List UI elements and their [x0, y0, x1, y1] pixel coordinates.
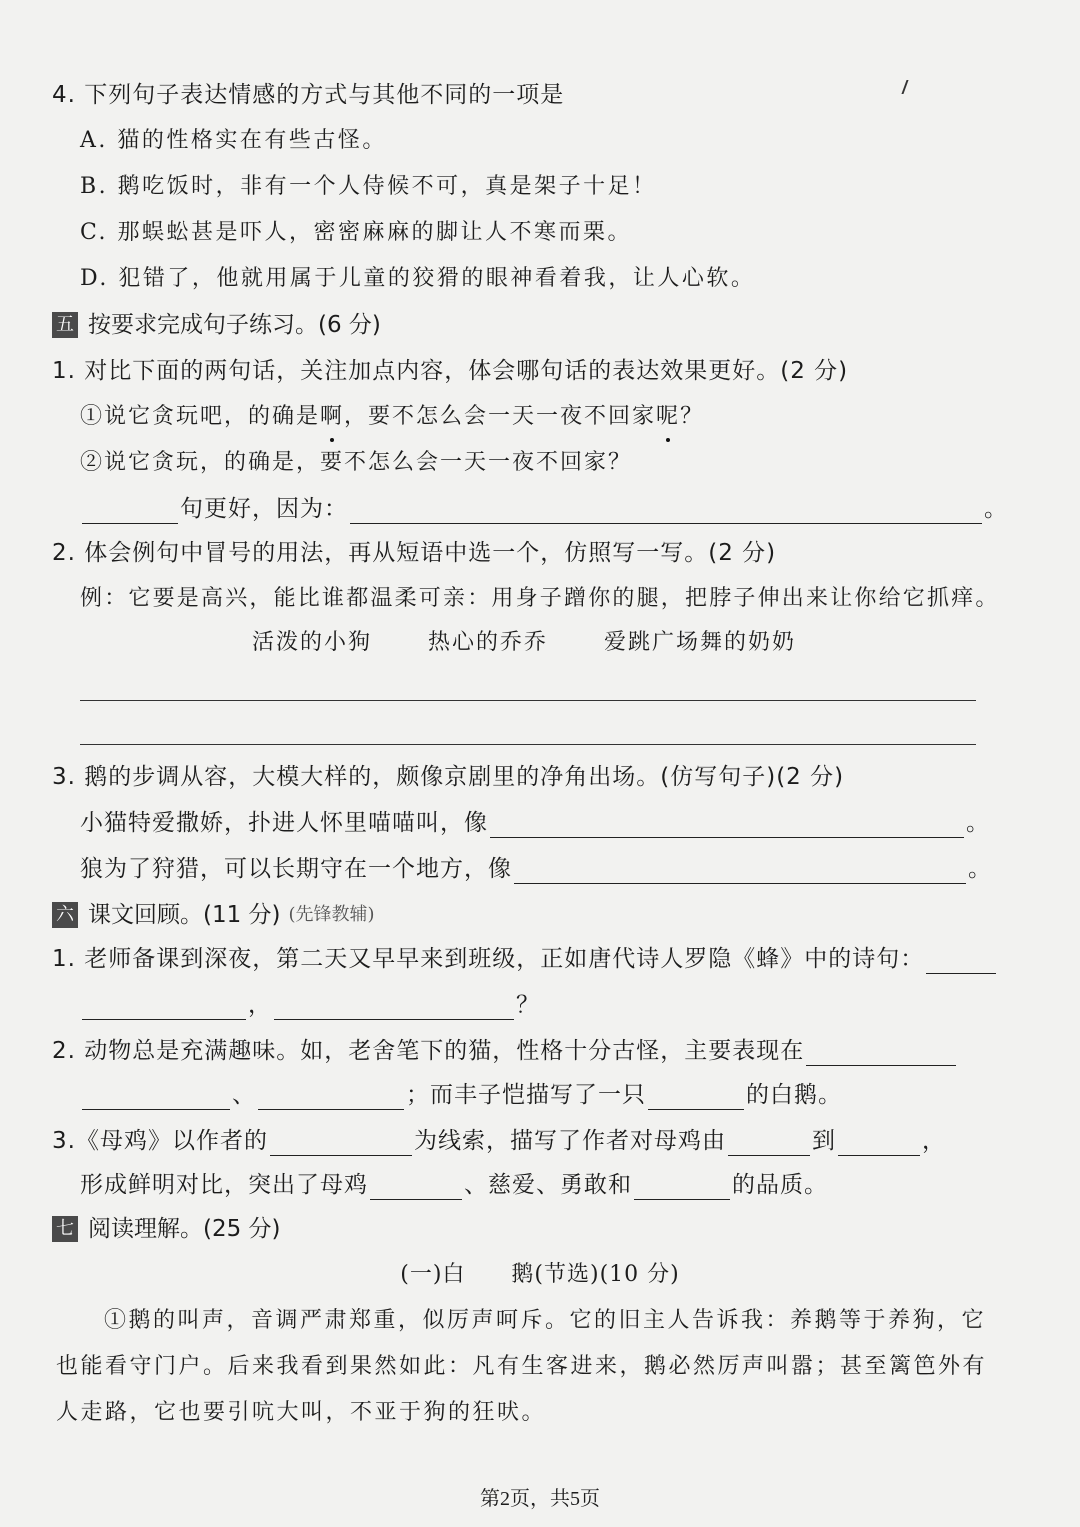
option-d: D. 犯错了，他就用属于儿童的狡猾的眼神看着我，让人心软。 [80, 266, 756, 291]
pen-mark [901, 80, 914, 94]
section-5-title: 按要求完成句子练习。(6 分) [88, 312, 381, 338]
section-7-title: 阅读理解。(25 分) [88, 1216, 281, 1242]
answer-blank[interactable] [258, 1085, 404, 1110]
passage-line-3: 人走路，它也要引吭大叫，不亚于狗的狂吠。 [56, 1400, 547, 1425]
s6-q3-line-2: 形成鲜明对比，突出了母鸡 、慈爱、勇敢和 的品质。 [80, 1172, 828, 1198]
s5-q1-sentence-2: ②说它贪玩，的确是，要不怎么会一天一夜不回家？ [80, 450, 633, 475]
answer-blank[interactable] [926, 949, 996, 974]
passage-title: (一)白 鹅(节选)(10 分) [400, 1262, 680, 1287]
question-4-stem: 4. 下列句子表达情感的方式与其他不同的一项是 [52, 82, 565, 108]
phrase-option: 活泼的小狗 [252, 630, 373, 655]
section-7-header [52, 1214, 281, 1244]
sentence-1-part-b: ，要不怎么会一天一夜不回家 [344, 404, 657, 429]
section-6-title: 课文回顾。(11 分) [88, 902, 281, 928]
s5-q1-sentence-1 [80, 402, 704, 432]
page-number: 第2页，共5页 [480, 1488, 600, 1510]
section-6-badge: 六 [52, 902, 78, 928]
answer-blank[interactable] [514, 859, 966, 884]
writing-line[interactable] [80, 744, 976, 745]
writing-line[interactable] [80, 700, 976, 701]
phrase-option: 爱跳广场舞的奶奶 [604, 630, 797, 655]
answer-blank[interactable] [648, 1085, 744, 1110]
answer-blank[interactable] [490, 813, 964, 838]
answer-blank[interactable] [270, 1131, 412, 1156]
answer-blank[interactable] [274, 995, 514, 1020]
answer-blank[interactable] [82, 499, 178, 524]
s6-q2-line-2: 、 ；而丰子恺描写了一只 的白鹅。 [80, 1080, 842, 1110]
s6-q1-line-2: ， ？ [80, 990, 540, 1020]
s6-q2-line-1: 2. 动物总是充满趣味。如，老舍笔下的猫，性格十分古怪，主要表现在 [52, 1036, 958, 1066]
dotted-word-1: 啊 [320, 402, 344, 432]
answer-blank[interactable] [838, 1131, 920, 1156]
section-5-badge: 五 [52, 312, 78, 338]
s5-q2-example: 例：它要是高兴，能比谁都温柔可亲：用身子蹭你的腿，把脖子伸出来让你给它抓痒。 [80, 586, 1000, 611]
answer-blank[interactable] [82, 1085, 230, 1110]
s6-q1-line-1: 1. 老师备课到深夜，第二天又早早来到班级，正如唐代诗人罗隐《蜂》中的诗句： [52, 944, 998, 974]
s5-q2-stem: 2. 体会例句中冒号的用法，再从短语中选一个，仿照写一写。(2 分) [52, 540, 777, 566]
s5-q1-stem: 1. 对比下面的两句话，关注加点内容，体会哪句话的表达效果更好。(2 分) [52, 358, 849, 384]
s5-q3-line-2: 狼为了狩猎，可以长期守在一个地方，像 。 [80, 856, 992, 882]
passage-line-1: ①鹅的叫声，音调严肃郑重，似厉声呵斥。它的旧主人告诉我：养鹅等于养狗，它 [104, 1308, 987, 1333]
sentence-1-part-a: ①说它贪玩吧，的确是 [80, 404, 321, 429]
option-c: C. 那蜈蚣甚是吓人，密密麻麻的脚让人不寒而栗。 [80, 220, 633, 245]
option-b: B. 鹅吃饭时，非有一个人侍候不可，真是架子十足！ [80, 174, 657, 199]
answer-label: 句更好，因为： [180, 496, 348, 522]
s5-q3-stem: 3. 鹅的步调从容，大模大样的，颇像京剧里的净角出场。(仿写句子)(2 分) [52, 764, 845, 790]
phrase-option: 热心的乔乔 [428, 630, 549, 655]
answer-blank[interactable] [806, 1041, 956, 1066]
option-a: A. 猫的性格实在有些古怪。 [80, 128, 387, 153]
s5-q2-phrases [252, 628, 796, 658]
section-6-header [52, 900, 375, 930]
section-5-header [52, 310, 381, 340]
dotted-word-2: 呢 [656, 402, 680, 432]
s5-q1-answer-row: 句更好，因为： 。 [80, 494, 1008, 524]
answer-blank[interactable] [82, 995, 246, 1020]
section-7-badge: 七 [52, 1216, 78, 1242]
s6-q3-line-1: 3.《母鸡》以作者的 为线索，描写了作者对母鸡由 到 ， [52, 1128, 946, 1154]
sentence-1-part-c: ？ [680, 404, 705, 429]
s5-q3-line-1: 小猫特爱撒娇，扑进人怀里喵喵叫，像 。 [80, 810, 990, 836]
answer-blank[interactable] [728, 1131, 810, 1156]
answer-blank[interactable] [370, 1175, 462, 1200]
answer-blank[interactable] [350, 499, 982, 524]
section-6-note: (先锋教辅) [288, 904, 375, 925]
passage-line-2: 也能看守门户。后来我看到果然如此：凡有生客进来，鹅必然厉声叫嚣；甚至篱笆外有 [56, 1354, 988, 1379]
answer-blank[interactable] [634, 1175, 730, 1200]
